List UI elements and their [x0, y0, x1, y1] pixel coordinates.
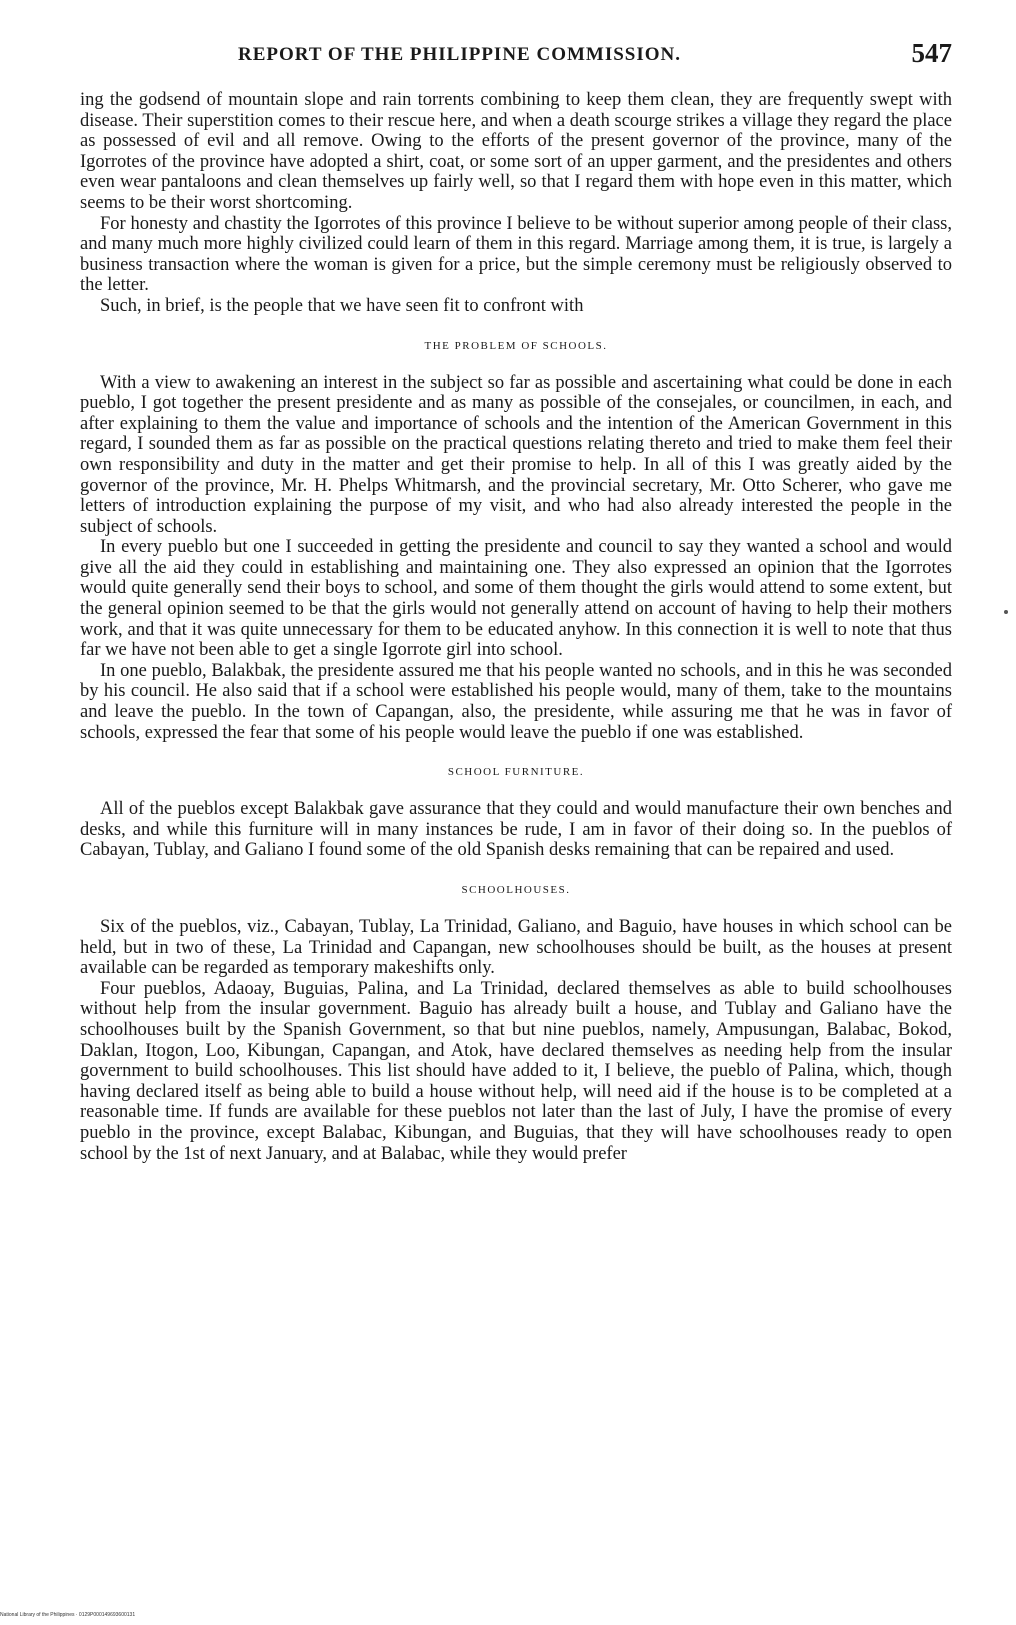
page-number: 547: [911, 38, 952, 68]
paragraph-5: In every pueblo but one I succeeded in getting the presidente and council to say they wanted a school and would give all the aid they could in establishing and maintaining one. They also expressed an opinion that the Igorrotes would quite generally send their boys to school, and some of them thought the girls would attend to some extent, but the general opinion seemed to be that the girls would not generally attend on account of having to help their mothers work, and that it was quite unnecessary for them to be educated anyhow. In this connection it is well to note that thus far we have not been able to get a single Igorrote girl into school.: [80, 537, 952, 661]
margin-dot: [1004, 610, 1008, 614]
paragraph-9: Four pueblos, Adaoay, Buguias, Palina, and La Trinidad, declared themselves as able to build schoolhouses without help from the insular government. Baguio has already built a house, and Tublay and Galiano have the schoolhouses built by the Spanish Government, so that but nine pueblos, namely, Ampusungan, Balabac, Bokod, Daklan, Itogon, Loo, Kibungan, Capangan, and Atok, have declared themselves as needing help from the insular government to build schoolhouses. This list should have added to it, I believe, the pueblo of Palina, which, though having declared itself as being able to build a house without help, will need aid if the house is to be completed at a reasonable time. If funds are available for these pueblos not later than the last of July, I have the promise of every pueblo in the province, except Balabac, Kibungan, and Buguias, that they will have schoolhouses ready to open school by the 1st of next January, and at Balabac, while they would prefer: [80, 978, 952, 1164]
paragraph-4: With a view to awakening an interest in the subject so far as possible and ascertaining what could be done in each pueblo, I got together the present presidente and as many as possible of the consejales, or councilmen, in each, and after explaining to them the value and importance of schools and the intention of the American Government in this regard, I sounded them as far as possible on the practical questions relating thereto and tried to make them feel their own responsibility and duty in the matter and get their promise to help. In all of this I was greatly aided by the governor of the province, Mr. H. Phelps Whitmarsh, and the provincial secretary, Mr. Otto Scherer, who gave me letters of introduction explaining the purpose of my visit, and who had also already interested the people in the subject of schools.: [80, 372, 952, 537]
paragraph-8: Six of the pueblos, viz., Cabayan, Tublay, La Trinidad, Galiano, and Baguio, have houses in which school can be held, but in two of these, La Trinidad and Capangan, new schoolhouses should be built, as the houses at present available can be regarded as temporary makeshifts only.: [80, 917, 952, 979]
scan-imprint: National Library of the Philippines · 0129P000149693600131: [0, 1612, 136, 1618]
paragraph-2: For honesty and chastity the Igorrotes of this province I believe to be without superior among people of their class, and many much more highly civilized could learn of them in this regard. Marriage among them, it is true, is largely a business transaction where the woman is given for a price, but the simple ceremony must be religiously observed to the letter.: [80, 213, 952, 296]
running-title: REPORT OF THE PHILIPPINE COMMISSION.: [238, 44, 682, 65]
paragraph-7: All of the pueblos except Balakbak gave assurance that they could and would manufacture their own benches and desks, and while this furniture will in many instances be rude, I am in favor of their doing so. In the pueblos of Cabayan, Tublay, and Galiano I found some of the old Spanish desks remaining that can be repaired and used.: [80, 799, 952, 861]
section-heading-schoolhouses: SCHOOLHOUSES.: [461, 884, 571, 896]
paragraph-6: In one pueblo, Balakbak, the presidente assured me that his people wanted no schools, and in this he was seconded by his council. He also said that if a school were established his people would, many of them, take to the mountains and leave the pueblo. In the town of Capangan, also, the presidente, while assuring me that he was in favor of schools, expressed the fear that some of his people would leave the pueblo if one was established.: [80, 660, 952, 743]
running-head: [80, 38, 952, 72]
section-heading-school-furniture: SCHOOL FURNITURE.: [447, 766, 585, 779]
paragraph-3: Such, in brief, is the people that we have seen fit to confront with: [100, 295, 584, 316]
section-heading-problem-of-schools: THE PROBLEM OF SCHOOLS.: [424, 339, 608, 352]
paragraph-1: ing the godsend of mountain slope and rain torrents combining to keep them clean, they are frequently swept with disease. Their superstition comes to their rescue here, and when a death scourge strikes a village they regard the place as possessed of evil and all remove. Owing to the efforts of the present governor of the province, many of the Igorrotes of the province have adopted a shirt, coat, or some sort of an upper garment, and the presidentes and others even wear pantaloons and clean themselves up fairly well, so that I regard them with hope even in this matter, which seems to be their worst shortcoming.: [80, 90, 952, 213]
body-text: [80, 90, 952, 1164]
